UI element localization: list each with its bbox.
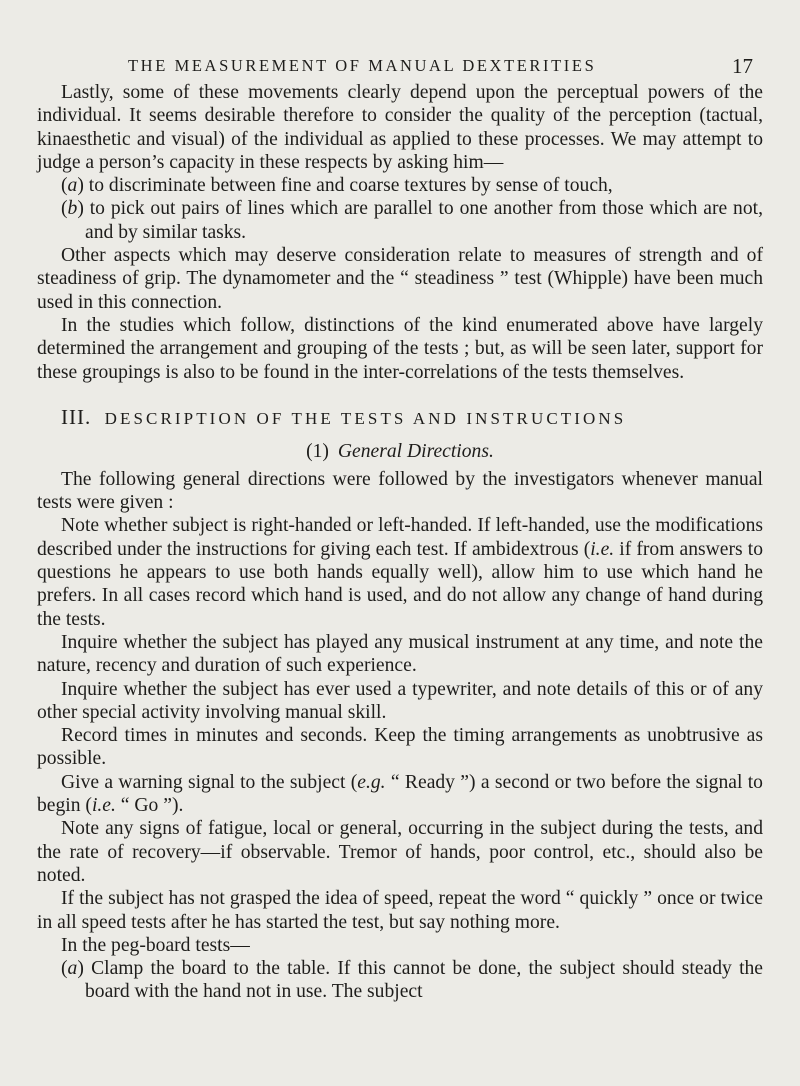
running-head: THE MEASUREMENT OF MANUAL DEXTERITIES xyxy=(128,56,597,75)
page-number: 17 xyxy=(732,54,753,78)
item-text: Clamp the board to the table. If this cannot be done, the subject should steady the board with the hand not in use. The subject xyxy=(83,958,763,1003)
section-heading xyxy=(37,405,763,431)
paragraph-music: Inquire whether the subject has played any musical instrument at any time, and note the nature, recency and duration of such experience. xyxy=(37,631,763,677)
peg-board-list xyxy=(37,957,763,1004)
subsection-title: General Directions. xyxy=(337,440,494,462)
item-text: to discriminate between fine and coarse textures by sense of touch, xyxy=(83,175,613,197)
paragraph-groupings: In the studies which follow, distinctions of the kind enumerated above have largely determined the arrangement and grouping of the tests ; but, as will be seen later, support for these groupings is also to be found in the inter-correlations of the tests themselves. xyxy=(37,314,763,383)
item-text: to pick out pairs of lines which are parallel to one another from those which are not, and by similar tasks. xyxy=(83,198,763,243)
item-marker: a xyxy=(67,175,78,197)
paragraph-directions-intro: The following general directions were followed by the investigators whenever manual tests were given : xyxy=(37,468,763,514)
subsection-number: (1) xyxy=(306,440,329,462)
paragraph-signal: Give a warning signal to the subject (e.g. “ Ready ”) a second or two before the signal to begin (i.e. “ Go ”). xyxy=(37,771,763,817)
paragraph-strength: Other aspects which may deserve consideration relate to measures of strength and of steadiness of grip. The dynamometer and the “ steadiness ” test (Whipple) have been much used in this connection. xyxy=(37,245,763,313)
item-marker: b xyxy=(67,198,78,220)
section-title: DESCRIPTION OF THE TESTS AND INSTRUCTIONS xyxy=(104,408,627,428)
section-number: III. xyxy=(61,404,92,429)
list-item: (b) to pick out pairs of lines which are parallel to one another from those which are not, and by similar tasks. xyxy=(61,198,763,243)
body-text xyxy=(37,81,763,1004)
paragraph-typewriter: Inquire whether the subject has ever used a typewriter, and note details of this or of any other special activity involving manual skill. xyxy=(37,678,763,723)
paragraph-fatigue: Note any signs of fatigue, local or general, occurring in the subject during the tests, and the rate of recovery—if observable. Tremor of hands, poor control, etc., should also be noted. xyxy=(37,818,763,886)
paragraph-handedness: Note whether subject is right-handed or left-handed. If left-handed, use the modifications described under the instructions for giving each test. If ambidextrous (i.e. if from answers to questions he appears to use both hands equally well), allow him to use which hand he prefers. In all cases record which hand is used, and do not allow any change of hand during the tests. xyxy=(37,515,763,630)
item-marker: a xyxy=(67,958,78,980)
paragraph-peg-board: In the peg-board tests— xyxy=(61,934,250,956)
list-item: (a) to discriminate between fine and coarse textures by sense of touch, xyxy=(61,175,613,197)
subsection-heading xyxy=(37,440,763,464)
paragraph-timing: Record times in minutes and seconds. Keep the timing arrangements as unobtrusive as possible. xyxy=(37,725,763,770)
paragraph-speed: If the subject has not grasped the idea of speed, repeat the word “ quickly ” once or twice in all speed tests after he has started the test, but say nothing more. xyxy=(37,888,763,933)
perception-tasks-list xyxy=(37,174,763,244)
list-item: (a) Clamp the board to the table. If this cannot be done, the subject should steady the board with the hand not in use. The subject xyxy=(61,958,763,1003)
paragraph-perception: Lastly, some of these movements clearly depend upon the perceptual powers of the individual. It seems desirable therefore to consider the quality of the perception (tactual, kinaesthetic and visual) of the individual as applied to these processes. We may attempt to judge a person’s capacity in these respects by asking him— xyxy=(37,82,763,173)
